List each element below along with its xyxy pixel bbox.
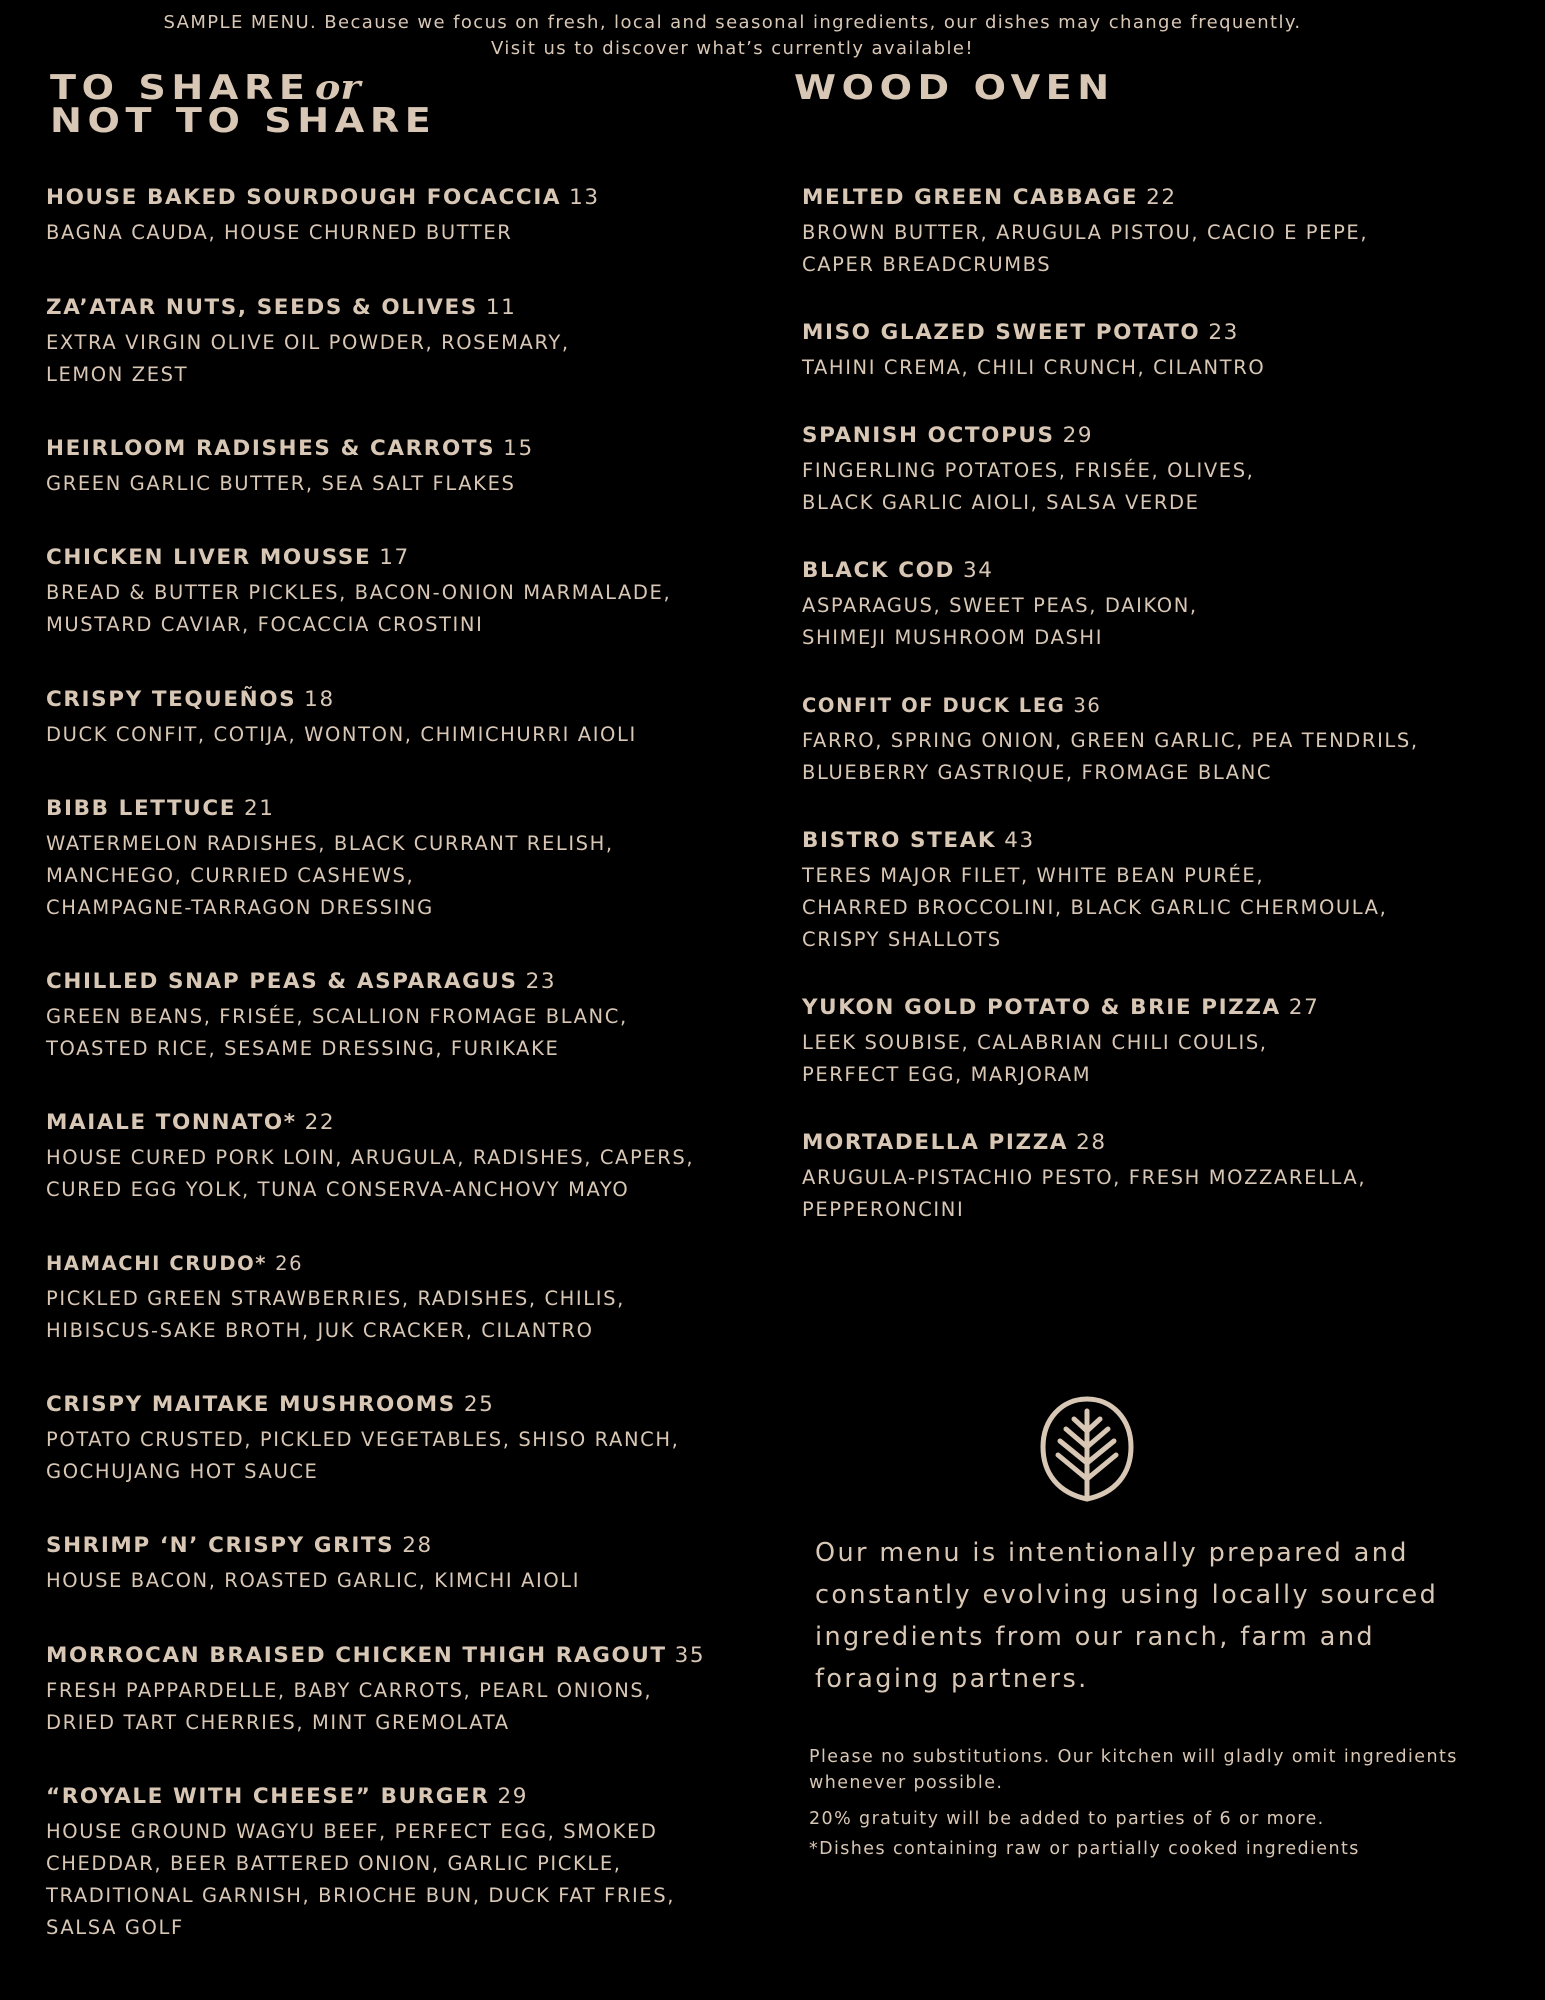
item-desc-line: PICKLED GREEN STRAWBERRIES, RADISHES, CHILIS, [46, 1287, 625, 1310]
item-name: BISTRO STEAK [802, 828, 997, 853]
menu-item [802, 691, 1502, 789]
item-desc-line: TAHINI CREMA, CHILI CRUNCH, CILANTRO [802, 356, 1266, 379]
item-desc-line: CHAMPAGNE-TARRAGON DRESSING [46, 896, 434, 919]
raw-ingredients-note [809, 1836, 1509, 1862]
item-desc-line: DRIED TART CHERRIES, MINT GREMOLATA [46, 1711, 510, 1734]
item-desc-line: TERES MAJOR FILET, WHITE BEAN PURÉE, [802, 864, 1265, 887]
blurb-line: Our menu is intentionally prepared and [815, 1538, 1409, 1568]
item-desc-line: FINGERLING POTATOES, FRISÉE, OLIVES, [802, 459, 1255, 482]
raw-line: *Dishes containing raw or partially cooked ingredients [809, 1839, 1360, 1859]
item-price: 29 [497, 1784, 529, 1809]
item-name: MORROCAN BRAISED CHICKEN THIGH RAGOUT [46, 1643, 667, 1668]
item-price: 28 [1076, 1130, 1107, 1155]
notice-line-2: Visit us to discover what’s currently available! [491, 38, 974, 59]
item-price: 23 [1208, 320, 1239, 345]
item-desc-line: MUSTARD CAVIAR, FOCACCIA CROSTINI [46, 613, 484, 636]
item-name: CRISPY TEQUEÑOS [46, 687, 297, 712]
item-price: 22 [1146, 185, 1177, 210]
menu-item [46, 543, 746, 641]
item-desc-line: ARUGULA-PISTACHIO PESTO, FRESH MOZZARELLA, [802, 1166, 1367, 1189]
item-desc-line: HOUSE CURED PORK LOIN, ARUGULA, RADISHES, CAPERS, [46, 1146, 695, 1169]
menu-item [46, 1249, 746, 1347]
substitutions-line: whenever possible. [809, 1773, 1004, 1793]
menu-item [802, 556, 1502, 654]
item-name: YUKON GOLD POTATO & BRIE PIZZA [802, 995, 1281, 1020]
item-name: MORTADELLA PIZZA [802, 1130, 1069, 1155]
menu-item [46, 1108, 746, 1206]
item-price: 23 [525, 969, 557, 994]
item-price: 13 [569, 185, 600, 210]
item-desc-line: GOCHUJANG HOT SAUCE [46, 1460, 319, 1483]
item-desc-line: DUCK CONFIT, COTIJA, WONTON, CHIMICHURRI AIOLI [46, 723, 637, 746]
item-desc-line: CRISPY SHALLOTS [802, 928, 1002, 951]
item-name: HEIRLOOM RADISHES & CARROTS [46, 436, 496, 461]
item-name: HAMACHI CRUDO* [46, 1252, 268, 1275]
menu-item [802, 1128, 1502, 1226]
substitutions-line: Please no substitutions. Our kitchen will gladly omit ingredients [809, 1747, 1458, 1767]
tree-leaf-icon [1040, 1395, 1134, 1503]
item-desc-line: MANCHEGO, CURRIED CASHEWS, [46, 864, 415, 887]
item-desc-line: SALSA GOLF [46, 1916, 184, 1939]
menu-item [46, 685, 746, 751]
gratuity-note [809, 1806, 1509, 1832]
blurb-line: ingredients from our ranch, farm and [815, 1622, 1375, 1652]
item-desc-line: ASPARAGUS, SWEET PEAS, DAIKON, [802, 594, 1198, 617]
menu-item [46, 1531, 746, 1597]
item-price: 26 [275, 1252, 304, 1275]
item-desc-line: PERFECT EGG, MARJORAM [802, 1063, 1092, 1086]
gratuity-line: 20% gratuity will be added to parties of 6 or more. [809, 1809, 1325, 1829]
section-title-wood-oven: WOOD OVEN [794, 68, 1115, 108]
item-desc-line: HOUSE BACON, ROASTED GARLIC, KIMCHI AIOLI [46, 1569, 581, 1592]
menu-item [46, 1641, 746, 1739]
menu-item [802, 826, 1502, 956]
item-desc-line: TRADITIONAL GARNISH, BRIOCHE BUN, DUCK FAT FRIES, [46, 1884, 676, 1907]
menu-item [46, 794, 746, 924]
item-name: SHRIMP ‘N’ CRISPY GRITS [46, 1533, 395, 1558]
title-to-share: TO SHARE [50, 68, 311, 108]
menu-item [46, 293, 746, 391]
menu-item [802, 318, 1502, 384]
item-name: MELTED GREEN CABBAGE [802, 185, 1139, 210]
item-desc-line: GREEN BEANS, FRISÉE, SCALLION FROMAGE BLANC, [46, 1005, 628, 1028]
menu-item [46, 434, 746, 500]
item-desc-line: SHIMEJI MUSHROOM DASHI [802, 626, 1104, 649]
item-name: CHILLED SNAP PEAS & ASPARAGUS [46, 969, 518, 994]
item-desc-line: FRESH PAPPARDELLE, BABY CARROTS, PEARL ONIONS, [46, 1679, 653, 1702]
menu-item [46, 1782, 746, 1944]
blurb-line: foraging partners. [815, 1664, 1089, 1694]
menu-item [46, 1390, 746, 1488]
item-desc-line: LEMON ZEST [46, 363, 189, 386]
item-name: BLACK COD [802, 558, 955, 583]
item-name: CRISPY MAITAKE MUSHROOMS [46, 1392, 456, 1417]
item-price: 18 [304, 687, 335, 712]
item-name: MISO GLAZED SWEET POTATO [802, 320, 1201, 345]
item-desc-line: BAGNA CAUDA, HOUSE CHURNED BUTTER [46, 221, 513, 244]
item-price: 17 [379, 545, 410, 570]
title-not-to-share: NOT TO SHARE [50, 101, 437, 141]
item-desc-line: HOUSE GROUND WAGYU BEEF, PERFECT EGG, SMOKED [46, 1820, 658, 1843]
item-name: “ROYALE WITH CHEESE” BURGER [46, 1784, 490, 1809]
item-name: CONFIT OF DUCK LEG [802, 694, 1066, 717]
item-desc-line: WATERMELON RADISHES, BLACK CURRANT RELISH, [46, 832, 614, 855]
item-price: 43 [1004, 828, 1035, 853]
item-price: 22 [304, 1110, 336, 1135]
item-price: 15 [503, 436, 534, 461]
item-name: SPANISH OCTOPUS [802, 423, 1055, 448]
item-price: 27 [1288, 995, 1320, 1020]
item-desc-line: BROWN BUTTER, ARUGULA PISTOU, CACIO E PEPE, [802, 221, 1369, 244]
item-price: 35 [674, 1643, 706, 1668]
item-desc-line: BLUEBERRY GASTRIQUE, FROMAGE BLANC [802, 761, 1273, 784]
item-desc-line: TOASTED RICE, SESAME DRESSING, FURIKAKE [46, 1037, 560, 1060]
item-name: BIBB LETTUCE [46, 796, 236, 821]
menu-item [802, 421, 1502, 519]
menu-item [802, 183, 1502, 281]
title-or: or [315, 68, 361, 108]
item-name: HOUSE BAKED SOURDOUGH FOCACCIA [46, 185, 562, 210]
item-desc-line: POTATO CRUSTED, PICKLED VEGETABLES, SHISO RANCH, [46, 1428, 680, 1451]
item-desc-line: CHARRED BROCCOLINI, BLACK GARLIC CHERMOULA, [802, 896, 1388, 919]
item-desc-line: CURED EGG YOLK, TUNA CONSERVA-ANCHOVY MAYO [46, 1178, 630, 1201]
menu-item [46, 967, 746, 1065]
item-desc-line: FARRO, SPRING ONION, GREEN GARLIC, PEA TENDRILS, [802, 729, 1419, 752]
item-name: CHICKEN LIVER MOUSSE [46, 545, 372, 570]
notice-line-1: SAMPLE MENU. Because we focus on fresh, local and seasonal ingredients, our dishes may change frequently. [163, 12, 1302, 33]
item-desc-line: BREAD & BUTTER PICKLES, BACON-ONION MARMALADE, [46, 581, 672, 604]
blurb-line: constantly evolving using locally sourced [815, 1580, 1439, 1610]
item-desc-line: GREEN GARLIC BUTTER, SEA SALT FLAKES [46, 472, 516, 495]
item-price: 21 [243, 796, 275, 821]
item-name: ZA’ATAR NUTS, SEEDS & OLIVES [46, 295, 478, 320]
item-name: MAIALE TONNATO* [46, 1110, 297, 1135]
menu-item [802, 993, 1502, 1091]
menu-philosophy-blurb [815, 1532, 1465, 1700]
menu-item [46, 183, 746, 249]
item-price: 25 [463, 1392, 495, 1417]
item-price: 29 [1062, 423, 1094, 448]
item-price: 36 [1073, 694, 1102, 717]
item-price: 34 [962, 558, 994, 583]
item-price: 11 [485, 295, 517, 320]
item-desc-line: CHEDDAR, BEER BATTERED ONION, GARLIC PICKLE, [46, 1852, 622, 1875]
sample-menu-notice [0, 10, 1465, 62]
item-desc-line: LEEK SOUBISE, CALABRIAN CHILI COULIS, [802, 1031, 1268, 1054]
item-desc-line: HIBISCUS-SAKE BROTH, JUK CRACKER, CILANTRO [46, 1319, 594, 1342]
substitutions-note [809, 1744, 1509, 1796]
item-desc-line: BLACK GARLIC AIOLI, SALSA VERDE [802, 491, 1200, 514]
item-price: 28 [402, 1533, 433, 1558]
item-desc-line: CAPER BREADCRUMBS [802, 253, 1052, 276]
item-desc-line: PEPPERONCINI [802, 1198, 965, 1221]
item-desc-line: EXTRA VIRGIN OLIVE OIL POWDER, ROSEMARY, [46, 331, 570, 354]
section-title-to-share [50, 68, 437, 141]
